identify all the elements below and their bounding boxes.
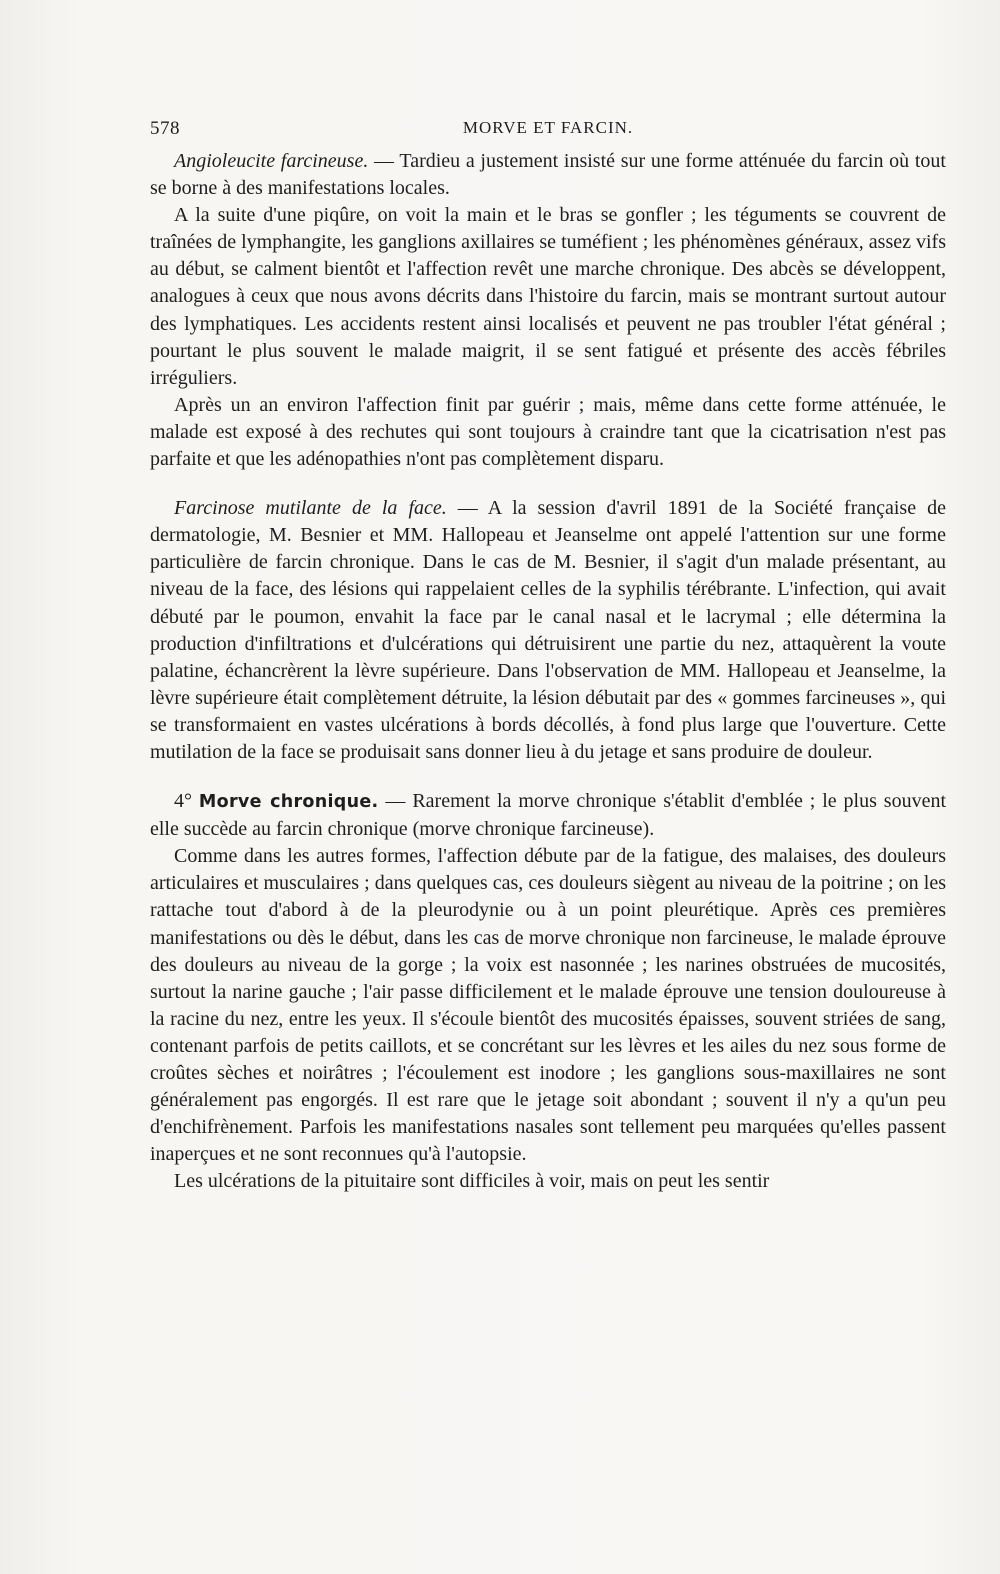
paragraph: [150, 148, 946, 202]
section-title: Farcinose mutilante de la face.: [174, 497, 447, 520]
paragraph: Les ulcérations de la pituitaire sont difficiles à voir, mais on peut les sentir: [174, 1170, 770, 1193]
page-number: 578: [150, 118, 180, 139]
running-title: MORVE ET FARCIN.: [462, 118, 634, 137]
section-number: 4°: [174, 790, 192, 813]
paragraph: Comme dans les autres formes, l'affection débute par de la fatigue, des malaises, des douleurs articulaires et musculaires ; dans quelques cas, ces douleurs siègent au niveau de la poitrine ; on les rattache tout d'abord à de la pleurodynie ou à un point pleurétique. Après ces premières manifestations ou dès le début, dans les cas de morve chronique non farcineuse, le malade éprouve des douleurs au niveau de la gorge ; la voix est nasonnée ; les narines obstruées de mucosités, surtout la narine gauche ; l'air passe difficilement et le malade éprouve une tension douloureuse à la racine du nez, entre les yeux. Il s'écoule bientôt des mucosités épaisses, souvent striées de sang, contenant parfois de petits caillots, et se concrétant sur les lèvres et les ailes du nez sous forme de croûtes sèches et noirâtres ; l'écoulement est inodore ; les ganglions sous-maxillaires ne sont généralement pas engorgés. Il est rare que le jetage soit abondant ; souvent il n'y a qu'un peu d'enchifrènement. Parfois les manifestations nasales sont tellement peu marquées qu'elles passent inaperçues et ne sont reconnues qu'à l'autopsie.: [150, 845, 946, 1166]
paragraph-text: — A la session d'avril 1891 de la Société française de dermatologie, M. Besnier et MM. Hallopeau et Jeanselme ont appelé l'attention sur une forme particulière de farcin chronique. Dans le cas de M. Besnier, il s'agit d'un malade présentant, au niveau de la face, des lésions qui rappelaient celles de la syphilis térébrante. L'infection, qui avait débuté par le poumon, envahit la face par le canal nasal et le lacrymal ; elle détermina la production d'infiltrations et d'ulcérations qui détruisirent une partie du nez, attaquèrent la voute palatine, échancrèrent la lèvre supérieure. Dans l'observation de MM. Hallopeau et Jeanselme, la lèvre supérieure était complètement détruite, la lésion débutait par des « gommes farcineuses », qui se transformaient en vastes ulcérations à bords décollés, à fond plus large que l'ouverture. Cette mutilation de la face se produisait sans donner lieu à du jetage et sans produire de douleur.: [150, 497, 946, 763]
section-heading: Morve chronique.: [198, 792, 379, 813]
paragraph: A la suite d'une piqûre, on voit la main et le bras se gonfler ; les téguments se couvrent de traînées de lymphangite, les ganglions axillaires se tuméfient ; les phénomènes généraux, assez vifs au début, se calment bientôt et l'affection revêt une marche chronique. Des abcès se développent, analogues à ceux que nous avons décrits dans l'histoire du farcin, mais se montrant surtout autour des lymphatiques. Les accidents restent ainsi localisés et peuvent ne pas troubler l'état général ; pourtant le plus souvent le malade maigrit, il se sent fatigué et présente des accès fébriles irréguliers.: [150, 204, 946, 389]
page-header: [150, 114, 946, 144]
paragraph: Après un an environ l'affection finit par guérir ; mais, même dans cette forme atténuée, le malade est exposé à des rechutes qui sont toujours à craindre tant que la cicatrisation n'est pas parfaite et que les adénopathies n'ont pas complètement disparu.: [150, 393, 946, 471]
paragraph-text: — Tardieu a justement insisté sur une forme atténuée du farcin où tout se borne à des manifestations locales.: [150, 150, 946, 200]
paragraph: [150, 788, 946, 843]
paragraph: [150, 495, 946, 766]
section-title: Angioleucite farcineuse.: [174, 150, 369, 172]
text-body: [150, 148, 946, 1195]
paragraph-text: — Rarement la morve chronique s'établit d'emblée ; le plus souvent elle succède au farcin chronique (morve chronique farcineuse).: [150, 790, 947, 841]
